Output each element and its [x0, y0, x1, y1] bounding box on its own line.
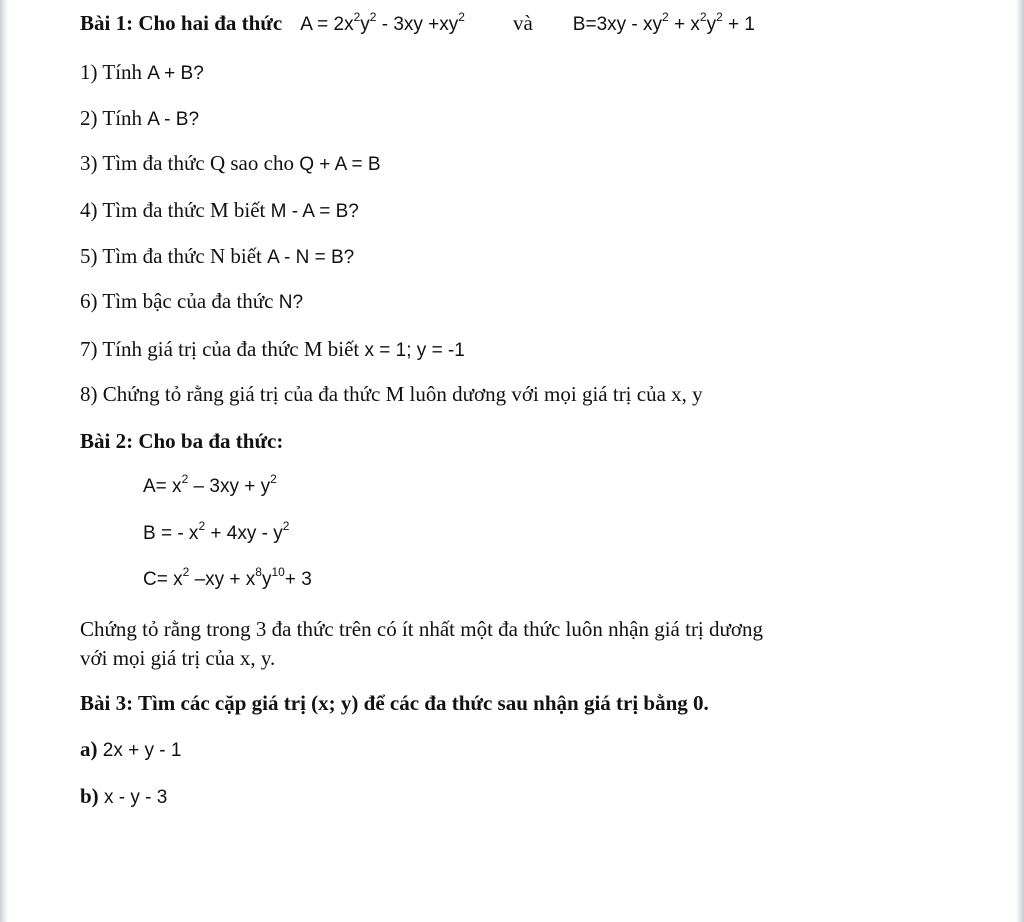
bai1-item-8: 8) Chứng tỏ rằng giá trị của đa thức M luôn dương với mọi giá trị của x, y — [80, 382, 703, 406]
bai3-item-b: b) x - y - 3 — [80, 784, 168, 808]
bai1-item-6: 6) Tìm bậc của đa thức N? — [80, 289, 304, 313]
bai1-item-3: 3) Tìm đa thức Q sao cho Q + A = B — [80, 151, 381, 175]
bai2-heading: Bài 2: Cho ba đa thức: — [80, 429, 284, 453]
bai2-polynomial-a: $A= x^2 - 3xy + y^2$ — [143, 472, 277, 497]
bai2-statement-line-2: với mọi giá trị của x, y. — [80, 646, 276, 670]
bai1-header-line — [80, 10, 755, 38]
bai1-connector: và — [512, 11, 533, 35]
bai1-item-4: 4) Tìm đa thức M biết M - A = B? — [80, 198, 359, 222]
bai1-item-5: 5) Tìm đa thức N biết A - N = B? — [80, 244, 355, 268]
bai1-polynomial-a: $A = 2x^2y^2 - 3xy +xy^2$ — [300, 10, 465, 35]
bai1-heading: Bài 1: Cho hai đa thức — [80, 11, 283, 35]
bai3-heading: Bài 3: Tìm các cặp giá trị (x; y) để các đa thức sau nhận giá trị bằng 0. — [80, 691, 709, 715]
bai2-statement-line-1: Chứng tỏ rằng trong 3 đa thức trên có ít nhất một đa thức luôn nhận giá trị dương — [80, 617, 764, 641]
bai2-polynomial-c: $C= x^2$ $-xy + x^8y^{10}+ 3$ — [143, 565, 312, 590]
bai2-polynomial-b: B = - $x^2 + 4xy - y^2$ — [143, 519, 290, 544]
bai3-item-a: a) 2x + y - 1 — [80, 737, 182, 761]
bai1-item-2: 2) Tính A - B? — [80, 106, 200, 130]
bai1-item-7: 7) Tính giá trị của đa thức M biết x = 1; y = -1 — [80, 337, 465, 361]
bai1-polynomial-b: $B=3xy - xy^2 + x^2y^2 + 1$ — [572, 10, 755, 35]
bai1-item-1: 1) Tính A + B? — [80, 60, 204, 84]
